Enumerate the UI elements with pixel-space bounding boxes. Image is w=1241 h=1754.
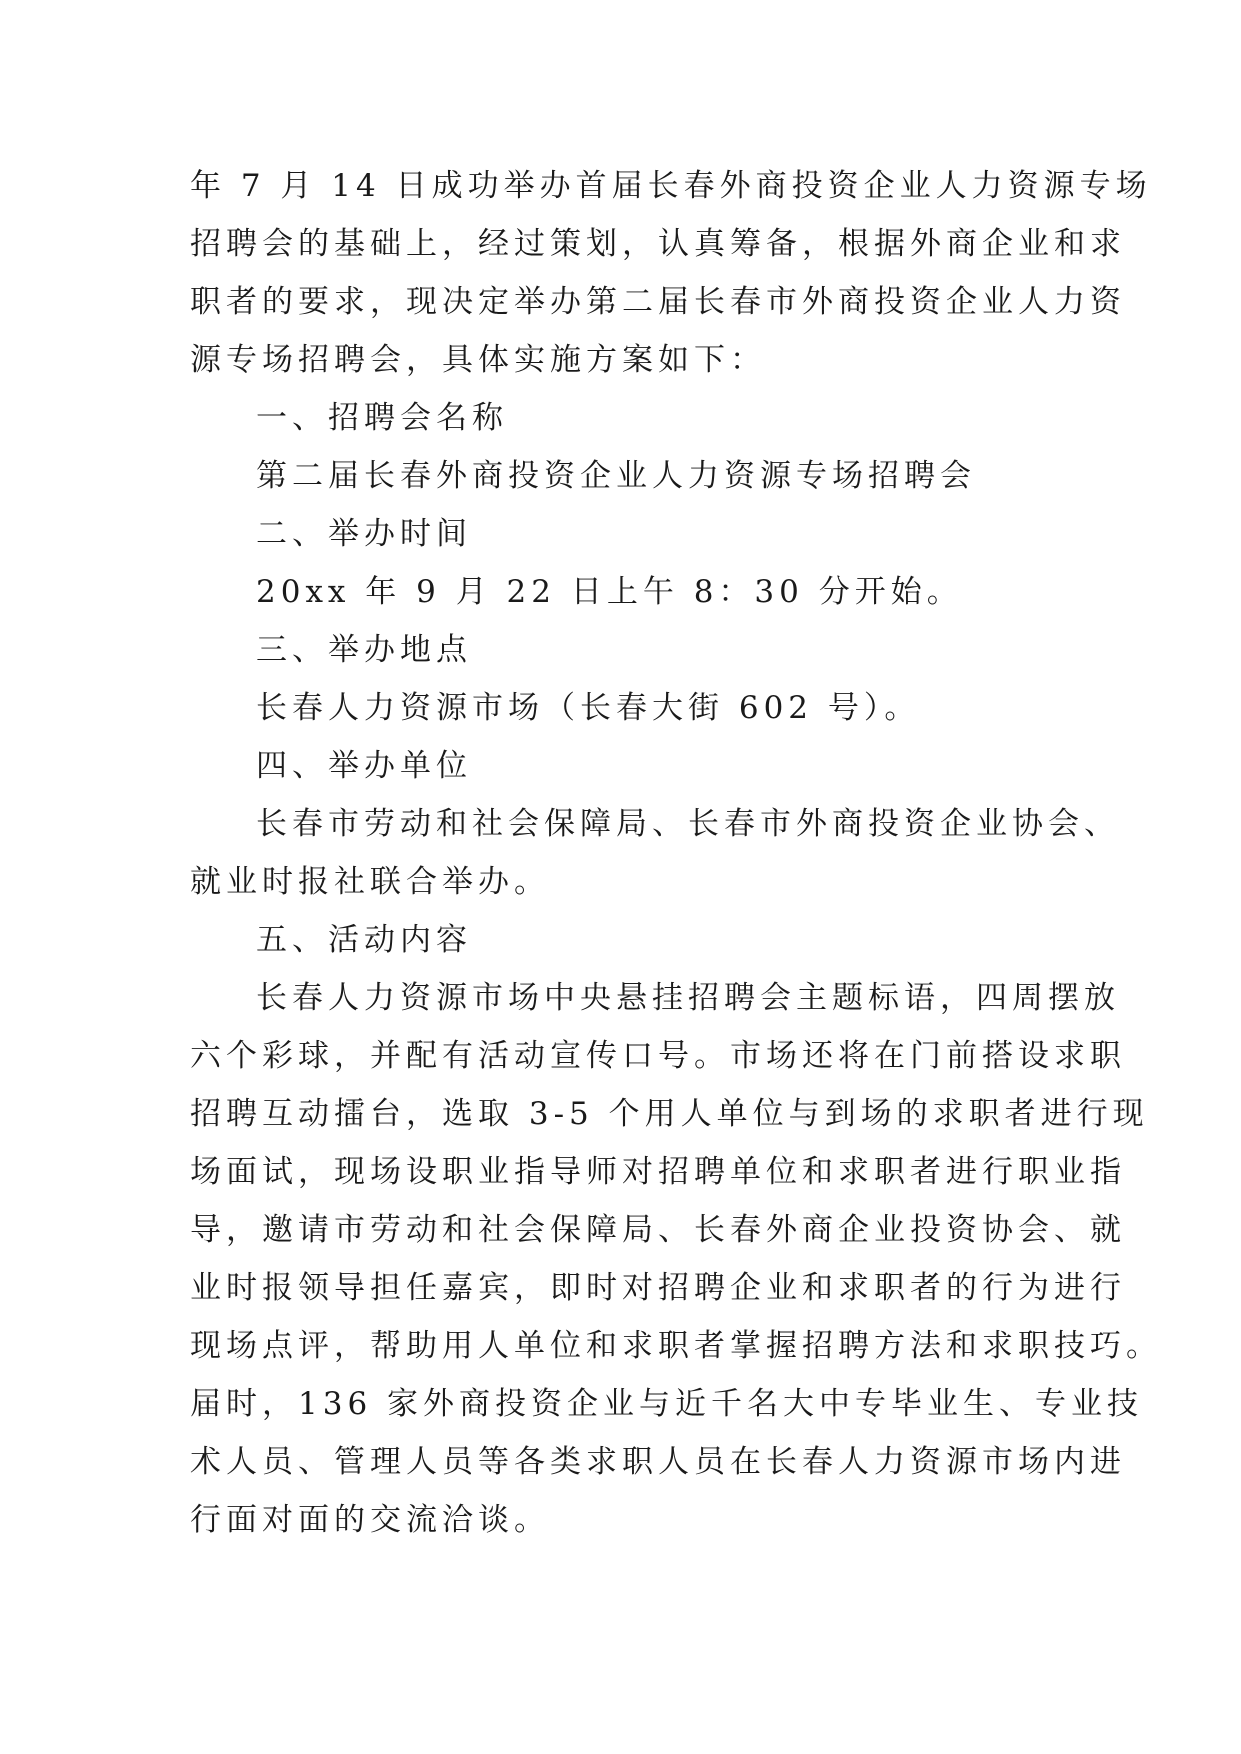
- section-body-5-line-8: 届时，136 家外商投资企业与近千名大中专毕业生、专业技: [190, 1386, 1144, 1422]
- section-body-5-line-4: 场面试，现场设职业指导师对招聘单位和求职者进行职业指: [190, 1154, 1126, 1190]
- section-body-5-line-2: 六个彩球，并配有活动宣传口号。市场还将在门前搭设求职: [190, 1038, 1126, 1074]
- section-heading-5: 五、活动内容: [256, 922, 472, 958]
- section-body-3: 长春人力资源市场（长春大街 602 号）。: [256, 690, 921, 726]
- section-body-2: 20xx 年 9 月 22 日上午 8：30 分开始。: [256, 574, 963, 610]
- section-body-4-line-1: 长春市劳动和社会保障局、长春市外商投资企业协会、: [256, 806, 1120, 842]
- section-heading-3: 三、举办地点: [256, 632, 472, 668]
- section-heading-2: 二、举办时间: [256, 516, 472, 552]
- section-body-5-line-3: 招聘互动擂台，选取 3-5 个用人单位与到场的求职者进行现: [190, 1096, 1149, 1132]
- section-body-1: 第二届长春外商投资企业人力资源专场招聘会: [256, 458, 976, 494]
- section-body-5-line-1: 长春人力资源市场中央悬挂招聘会主题标语，四周摆放: [256, 980, 1120, 1016]
- section-body-4-line-2: 就业时报社联合举办。: [190, 864, 550, 900]
- section-body-5-line-7: 现场点评，帮助用人单位和求职者掌握招聘方法和求职技巧。: [190, 1328, 1162, 1364]
- section-body-5-line-10: 行面对面的交流洽谈。: [190, 1502, 550, 1538]
- body-line-4: 源专场招聘会，具体实施方案如下：: [190, 342, 766, 378]
- section-body-5-line-9: 术人员、管理人员等各类求职人员在长春人力资源市场内进: [190, 1444, 1126, 1480]
- body-line-2: 招聘会的基础上，经过策划，认真筹备，根据外商企业和求: [190, 226, 1126, 262]
- section-heading-4: 四、举办单位: [256, 748, 472, 784]
- section-heading-1: 一、招聘会名称: [256, 400, 508, 436]
- section-body-5-line-6: 业时报领导担任嘉宾，即时对招聘企业和求职者的行为进行: [190, 1270, 1126, 1306]
- section-body-5-line-5: 导，邀请市劳动和社会保障局、长春外商企业投资协会、就: [190, 1212, 1126, 1248]
- body-line-1: 年 7 月 14 日成功举办首届长春外商投资企业人力资源专场: [190, 168, 1152, 204]
- body-line-3: 职者的要求，现决定举办第二届长春市外商投资企业人力资: [190, 284, 1126, 320]
